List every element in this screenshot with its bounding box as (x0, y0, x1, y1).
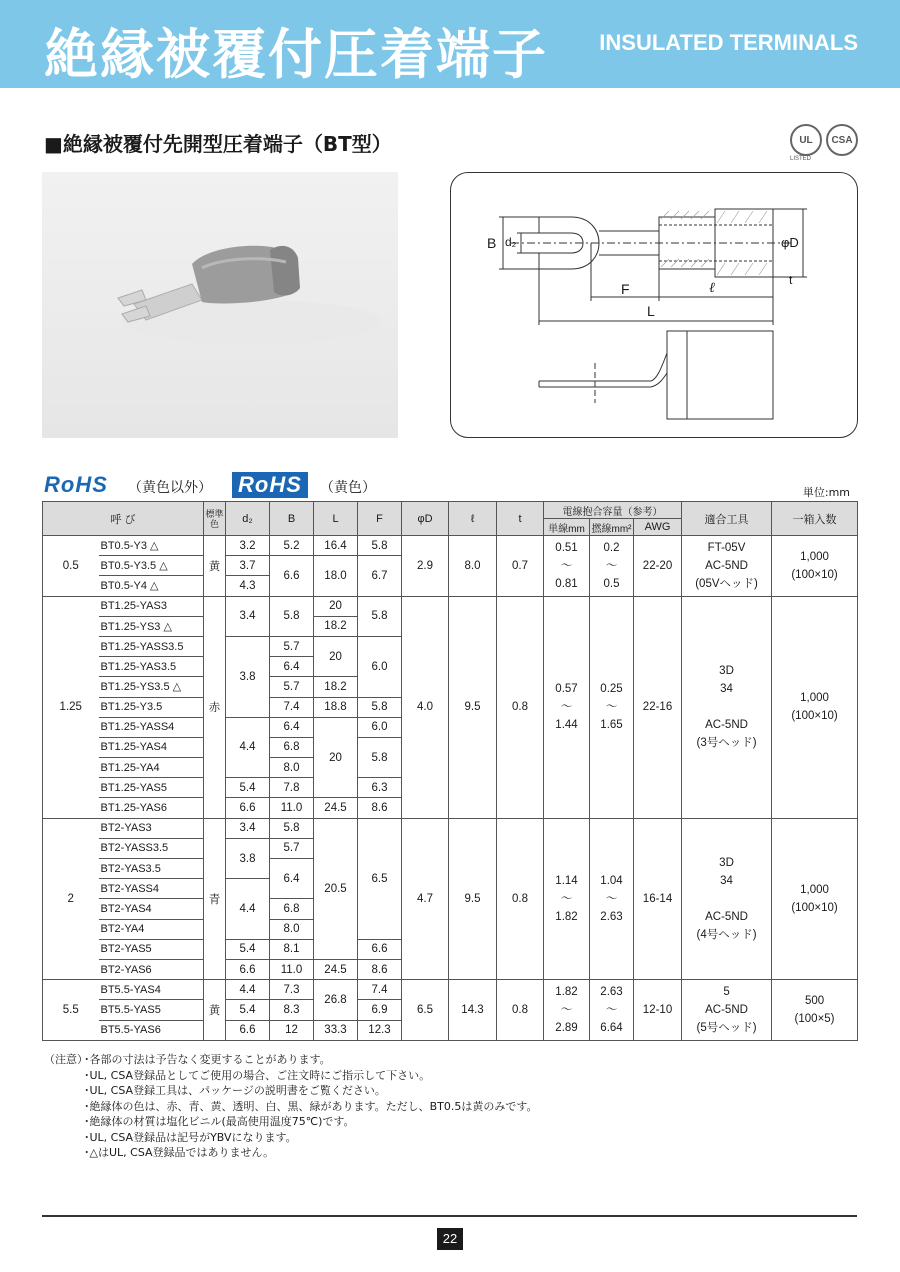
single-wire-cell-line: 〜 (560, 892, 573, 905)
csa-logo: CSA (826, 124, 858, 156)
stranded-wire-cell-line: 〜 (605, 559, 618, 572)
stranded-wire-cell-line: 2.63 (600, 910, 623, 923)
ul-listed-label: LISTED (790, 156, 812, 162)
stranded-wire-cell-line: 〜 (605, 1003, 618, 1016)
spec-table (42, 501, 858, 1041)
b-cell: 5.2 (270, 536, 314, 556)
model-cell: BT2-YAS3 (99, 818, 204, 838)
model-cell: BT1.25-YAS5 (99, 778, 204, 798)
tool-cell-line: (05Vヘッド) (695, 577, 758, 590)
b-cell: 8.0 (270, 919, 314, 939)
b-cell: 5.8 (270, 596, 314, 636)
f-cell: 6.9 (358, 1000, 402, 1020)
dimension-drawing (450, 172, 858, 438)
f-cell: 6.7 (358, 556, 402, 596)
b-cell: 7.3 (270, 980, 314, 1000)
stranded-wire-cell-line: 〜 (605, 701, 618, 714)
l-cell: 18.0 (314, 556, 358, 596)
size-cell: 2 (43, 818, 99, 980)
th-awg: AWG (634, 519, 682, 536)
l-cell: 20 (314, 636, 358, 676)
single-wire-cell (544, 596, 590, 818)
d2-cell: 6.6 (226, 959, 270, 979)
color-cell: 赤 (204, 596, 226, 818)
model-cell: BT5.5-YAS6 (99, 1020, 204, 1040)
stranded-wire-cell-line: 0.5 (603, 577, 620, 590)
stranded-wire-cell-line: 1.04 (600, 874, 623, 887)
tool-cell-line: 34 (720, 683, 733, 696)
l-cell: 26.8 (314, 980, 358, 1020)
dimension-drawing-svg (451, 173, 859, 439)
note-item: ･UL, CSA登録工具は、パッケージの説明書をご覧ください。 (84, 1084, 386, 1097)
stranded-wire-cell-line: 2.63 (600, 985, 623, 998)
f-cell: 5.8 (358, 697, 402, 717)
t-cell: 0.8 (497, 980, 544, 1041)
th-b: B (270, 502, 314, 536)
awg-cell: 22-16 (634, 596, 682, 818)
l-cell: 33.3 (314, 1020, 358, 1040)
phid-cell: 6.5 (402, 980, 449, 1041)
dim-label-B: B (487, 235, 497, 251)
b-cell: 8.0 (270, 758, 314, 778)
rohs-mark-white: RoHS (232, 472, 308, 498)
rohs-mark-blue: RoHS (44, 472, 108, 497)
model-cell: BT1.25-YAS6 (99, 798, 204, 818)
stranded-wire-cell (590, 596, 634, 818)
t-cell: 0.8 (497, 818, 544, 980)
ul-logo: UL (790, 124, 822, 156)
d2-cell: 4.3 (226, 576, 270, 596)
model-cell: BT1.25-YS3 △ (99, 616, 204, 636)
stranded-wire-cell (590, 818, 634, 980)
awg-cell: 16-14 (634, 818, 682, 980)
phid-cell: 4.7 (402, 818, 449, 980)
dim-label-F: F (621, 281, 630, 297)
b-cell: 11.0 (270, 798, 314, 818)
d2-cell: 5.4 (226, 1000, 270, 1020)
box-qty-cell-line: (100×5) (794, 1012, 835, 1025)
tool-cell-line (684, 698, 769, 716)
single-wire-cell-line: 1.44 (555, 719, 578, 732)
model-cell: BT1.25-YAS4 (99, 737, 204, 757)
b-cell: 5.7 (270, 636, 314, 656)
th-t: t (497, 502, 544, 536)
single-wire-cell-line: 2.89 (555, 1021, 578, 1034)
size-cell: 5.5 (43, 980, 99, 1041)
model-cell: BT1.25-YASS4 (99, 717, 204, 737)
f-cell: 12.3 (358, 1020, 402, 1040)
terminal-photo-illustration (42, 172, 398, 438)
th-f: F (358, 502, 402, 536)
b-cell: 6.4 (270, 717, 314, 737)
tool-cell-line: AC-5ND (705, 559, 748, 572)
table-row (43, 536, 858, 556)
single-wire-cell-line: 0.81 (555, 577, 578, 590)
b-cell: 7.4 (270, 697, 314, 717)
d2-cell: 5.4 (226, 939, 270, 959)
ell-cell: 8.0 (449, 536, 497, 597)
l-cell: 20.5 (314, 818, 358, 959)
th-tool: 適合工具 (682, 502, 772, 536)
b-cell: 6.4 (270, 657, 314, 677)
model-cell: BT2-YAS3.5 (99, 859, 204, 879)
model-cell: BT1.25-YASS3.5 (99, 636, 204, 656)
box-qty-cell (772, 596, 858, 818)
tool-cell-line: (5号ヘッド) (696, 1021, 757, 1034)
model-cell: BT2-YAS5 (99, 939, 204, 959)
stranded-wire-cell-line: 1.65 (600, 719, 623, 732)
note-item: ･各部の寸法は予告なく変更することがあります。 (84, 1053, 331, 1066)
t-cell: 0.7 (497, 536, 544, 597)
th-phid: φD (402, 502, 449, 536)
tool-cell-line: 3D (719, 856, 734, 869)
page-number: 22 (437, 1228, 463, 1250)
single-wire-cell (544, 536, 590, 597)
single-wire-cell-line: 〜 (560, 559, 573, 572)
l-cell: 24.5 (314, 959, 358, 979)
b-cell: 8.1 (270, 939, 314, 959)
b-cell: 6.6 (270, 556, 314, 596)
model-cell: BT5.5-YAS5 (99, 1000, 204, 1020)
header-title-jp: 絶縁被覆付圧着端子 (44, 23, 548, 86)
f-cell: 6.6 (358, 939, 402, 959)
tool-cell (682, 536, 772, 597)
f-cell: 6.3 (358, 778, 402, 798)
th-d2: d₂ (226, 502, 270, 536)
model-cell: BT2-YASS4 (99, 879, 204, 899)
b-cell: 12 (270, 1020, 314, 1040)
product-photo (42, 172, 398, 438)
f-cell: 5.8 (358, 536, 402, 556)
model-cell: BT1.25-YAS3.5 (99, 657, 204, 677)
single-wire-cell (544, 818, 590, 980)
note-item: ･絶縁体の色は、赤、青、黄、透明、白、黒、緑があります。ただし、BT0.5は黄のみです。 (84, 1099, 538, 1113)
dim-label-D: φD (781, 235, 799, 250)
ell-cell: 9.5 (449, 818, 497, 980)
th-color: 標準色 (204, 502, 226, 536)
d2-cell: 3.4 (226, 596, 270, 636)
b-cell: 11.0 (270, 959, 314, 979)
f-cell: 6.5 (358, 818, 402, 939)
tool-cell-line: 34 (720, 874, 733, 887)
color-cell: 青 (204, 818, 226, 980)
section-title: ■絶縁被覆付先開型圧着端子（BT型） (44, 132, 392, 156)
single-wire-cell-line: 1.82 (555, 910, 578, 923)
single-wire-cell-line: 〜 (560, 701, 573, 714)
l-cell: 18.2 (314, 677, 358, 697)
single-wire-cell-line: 0.57 (555, 683, 578, 696)
stranded-wire-cell-line: 0.25 (600, 683, 623, 696)
note-item: ･絶縁体の材質は塩化ビニル(最高使用温度75℃)です。 (84, 1115, 355, 1128)
model-cell: BT5.5-YAS4 (99, 980, 204, 1000)
dim-label-ell: ℓ (709, 281, 715, 296)
f-cell: 6.0 (358, 717, 402, 737)
single-wire-cell-line: 1.82 (555, 985, 578, 998)
note-item: ･UL, CSA登録品としてご使用の場合、ご注文時にご指示して下さい。 (84, 1068, 431, 1082)
b-cell: 8.3 (270, 1000, 314, 1020)
table-row (43, 596, 858, 616)
phid-cell: 2.9 (402, 536, 449, 597)
d2-cell: 4.4 (226, 879, 270, 940)
awg-cell: 22-20 (634, 536, 682, 597)
b-cell: 6.8 (270, 899, 314, 919)
th-wire-capacity: 電線抱合容量（参考） (544, 502, 682, 519)
b-cell: 7.8 (270, 778, 314, 798)
box-qty-cell-line: (100×10) (791, 710, 838, 723)
l-cell: 20 (314, 717, 358, 798)
d2-cell: 4.4 (226, 980, 270, 1000)
l-cell: 20 (314, 596, 358, 616)
stranded-wire-cell-line: 〜 (605, 892, 618, 905)
dim-label-t: t (789, 273, 793, 287)
tool-cell-line: 5 (723, 985, 730, 998)
b-cell: 5.7 (270, 677, 314, 697)
model-cell: BT0.5-Y3.5 △ (99, 556, 204, 576)
tool-cell (682, 818, 772, 980)
header-title-en: INSULATED TERMINALS (599, 30, 858, 55)
rohs-note-non-yellow: （黄色以外） (128, 480, 212, 496)
th-l: L (314, 502, 358, 536)
model-cell: BT0.5-Y4 △ (99, 576, 204, 596)
l-cell: 18.8 (314, 697, 358, 717)
t-cell: 0.8 (497, 596, 544, 818)
stranded-wire-cell (590, 980, 634, 1041)
l-cell: 16.4 (314, 536, 358, 556)
size-cell: 0.5 (43, 536, 99, 597)
phid-cell: 4.0 (402, 596, 449, 818)
model-cell: BT2-YA4 (99, 919, 204, 939)
b-cell: 5.7 (270, 838, 314, 858)
stranded-wire-cell (590, 536, 634, 597)
tool-cell-line (684, 890, 769, 908)
th-single: 単線mm (544, 519, 590, 536)
d2-cell: 3.2 (226, 536, 270, 556)
b-cell: 6.8 (270, 737, 314, 757)
d2-cell: 4.4 (226, 717, 270, 778)
dim-label-L: L (647, 303, 655, 319)
box-qty-cell (772, 980, 858, 1041)
model-cell: BT1.25-YA4 (99, 758, 204, 778)
single-wire-cell (544, 980, 590, 1041)
tool-cell-line: AC-5ND (705, 719, 748, 732)
tool-cell-line: AC-5ND (705, 910, 748, 923)
tool-cell (682, 596, 772, 818)
model-cell: BT2-YAS6 (99, 959, 204, 979)
f-cell: 5.8 (358, 596, 402, 636)
th-box: 一箱入数 (772, 502, 858, 536)
tool-cell-line: (4号ヘッド) (696, 928, 757, 941)
unit-label: 単位:mm (802, 486, 850, 499)
l-cell: 18.2 (314, 616, 358, 636)
th-nominal: 呼 び (43, 502, 204, 536)
dim-label-d2: d₂ (505, 235, 517, 249)
box-qty-cell (772, 818, 858, 980)
box-qty-cell-line: 1,000 (800, 550, 829, 563)
stranded-wire-cell-line: 0.2 (603, 541, 620, 554)
single-wire-cell-line: 〜 (560, 1003, 573, 1016)
d2-cell: 3.7 (226, 556, 270, 576)
footer-divider (42, 1215, 857, 1217)
single-wire-cell-line: 1.14 (555, 874, 578, 887)
table-row (43, 818, 858, 838)
l-cell: 24.5 (314, 798, 358, 818)
box-qty-cell-line: 1,000 (800, 692, 829, 705)
color-cell: 黄 (204, 980, 226, 1041)
ell-cell: 9.5 (449, 596, 497, 818)
ell-cell: 14.3 (449, 980, 497, 1041)
model-cell: BT2-YASS3.5 (99, 838, 204, 858)
size-cell: 1.25 (43, 596, 99, 818)
model-cell: BT1.25-YAS3 (99, 596, 204, 616)
box-qty-cell-line: (100×10) (791, 901, 838, 914)
awg-cell: 12-10 (634, 980, 682, 1041)
model-cell: BT1.25-YS3.5 △ (99, 677, 204, 697)
f-cell: 8.6 (358, 798, 402, 818)
page-header (0, 0, 900, 88)
f-cell: 6.0 (358, 636, 402, 697)
table-row (43, 980, 858, 1000)
b-cell: 5.8 (270, 818, 314, 838)
notes-block (44, 1052, 538, 1161)
tool-cell-line: (3号ヘッド) (696, 737, 757, 750)
tool-cell (682, 980, 772, 1041)
f-cell: 8.6 (358, 959, 402, 979)
color-cell: 黄 (204, 536, 226, 597)
single-wire-cell-line: 0.51 (555, 541, 578, 554)
model-cell: BT1.25-Y3.5 (99, 697, 204, 717)
tool-cell-line: FT-05V (707, 541, 746, 554)
d2-cell: 5.4 (226, 778, 270, 798)
d2-cell: 3.4 (226, 818, 270, 838)
b-cell: 6.4 (270, 859, 314, 899)
note-item: ･UL, CSA登録品は記号がYBVになります。 (84, 1130, 297, 1144)
model-cell: BT0.5-Y3 △ (99, 536, 204, 556)
d2-cell: 3.8 (226, 838, 270, 878)
notes-label: （注意） (44, 1053, 88, 1066)
tool-cell-line: 3D (719, 665, 734, 678)
box-qty-cell (772, 536, 858, 597)
note-item: ･△はUL, CSA登録品ではありません。 (84, 1146, 275, 1159)
rohs-note-yellow: （黄色） (320, 480, 376, 496)
box-qty-cell-line: 1,000 (800, 883, 829, 896)
tool-cell-line: AC-5ND (705, 1003, 748, 1016)
th-stranded: 撚線mm² (590, 519, 634, 536)
d2-cell: 3.8 (226, 636, 270, 717)
f-cell: 7.4 (358, 980, 402, 1000)
th-ell: ℓ (449, 502, 497, 536)
box-qty-cell-line: 500 (804, 994, 825, 1007)
stranded-wire-cell-line: 6.64 (600, 1021, 623, 1034)
model-cell: BT2-YAS4 (99, 899, 204, 919)
box-qty-cell-line: (100×10) (791, 568, 838, 581)
d2-cell: 6.6 (226, 1020, 270, 1040)
f-cell: 5.8 (358, 737, 402, 777)
d2-cell: 6.6 (226, 798, 270, 818)
